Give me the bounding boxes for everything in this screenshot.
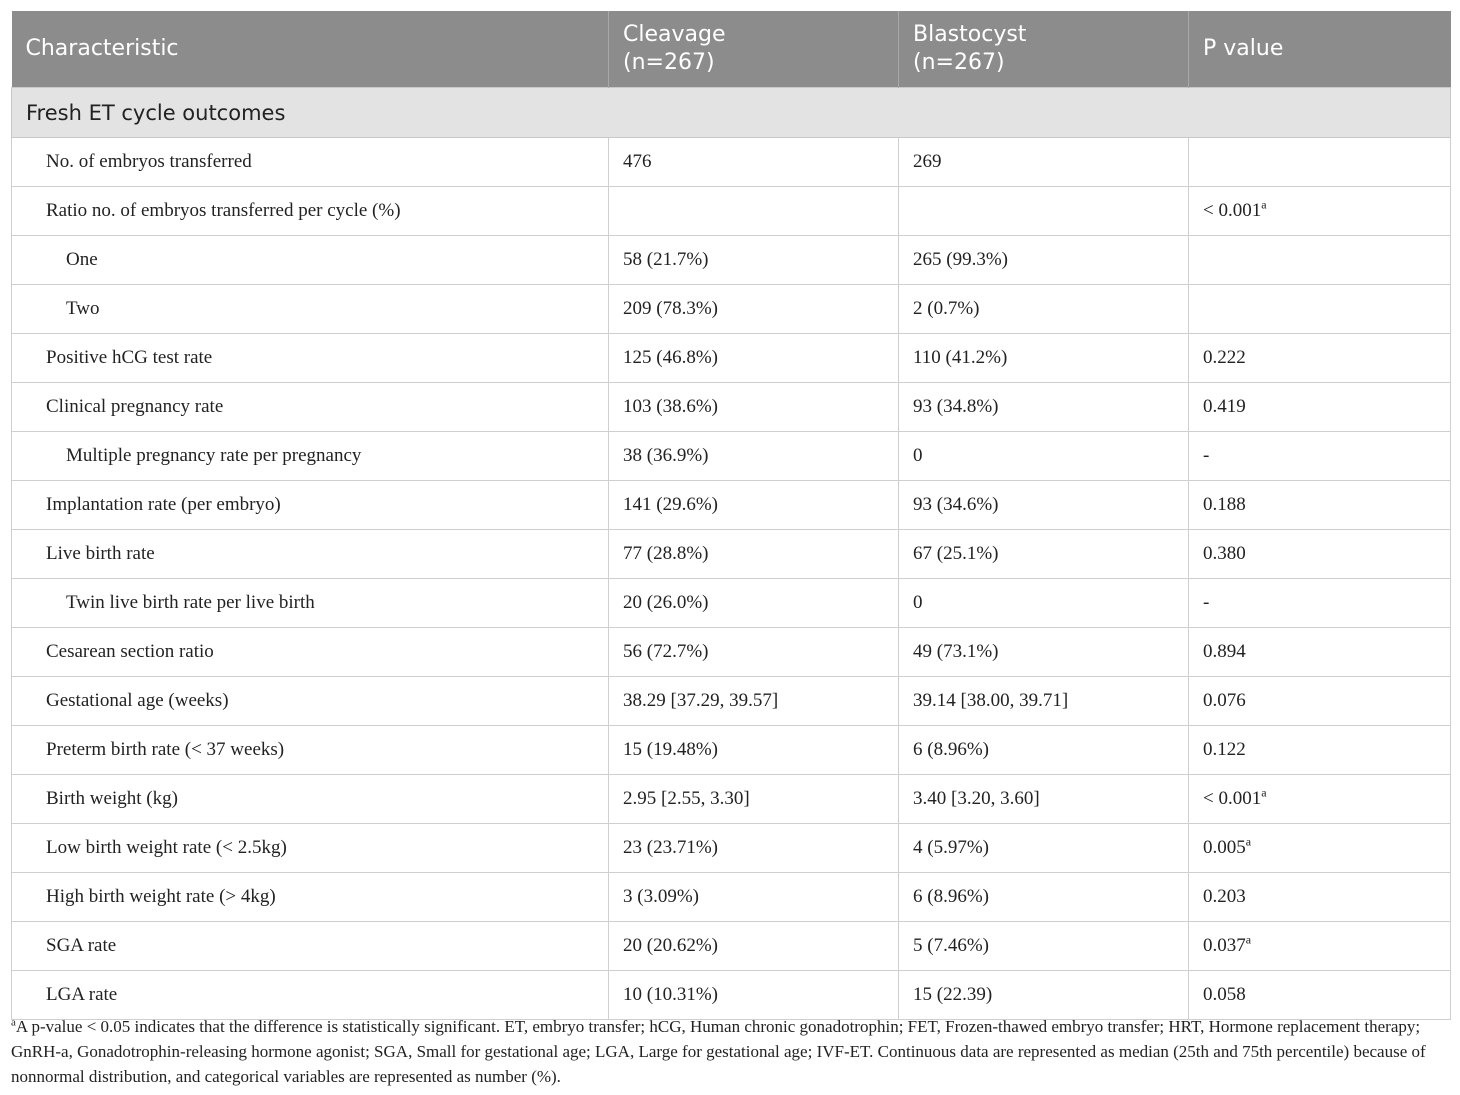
p-value: -: [1189, 432, 1451, 481]
p-value: 0.203: [1189, 873, 1451, 922]
cleavage-value: 476: [609, 138, 899, 187]
table-row: [12, 726, 1451, 775]
row-label: Clinical pregnancy rate: [12, 383, 609, 432]
row-label: Ratio no. of embryos transferred per cycle (%): [12, 187, 609, 236]
p-value: < 0.001$^a$: [1189, 187, 1451, 236]
p-value: 0.894: [1189, 628, 1451, 677]
cleavage-value: 209 (78.3%): [609, 285, 899, 334]
table-footnote: [11, 1014, 1451, 1089]
outcomes-table: [11, 11, 1451, 1020]
table-row: [12, 138, 1451, 187]
p-value: [1189, 236, 1451, 285]
p-value: 0.188: [1189, 481, 1451, 530]
blastocyst-value: 39.14 [38.00, 39.71]: [899, 677, 1189, 726]
p-value: 0.419: [1189, 383, 1451, 432]
p-value: [1189, 138, 1451, 187]
blastocyst-value: 67 (25.1%): [899, 530, 1189, 579]
blastocyst-value: 6 (8.96%): [899, 726, 1189, 775]
blastocyst-value: 3.40 [3.20, 3.60]: [899, 775, 1189, 824]
row-label: Implantation rate (per embryo): [12, 481, 609, 530]
cleavage-value: 20 (26.0%): [609, 579, 899, 628]
p-value: 0.058: [1189, 971, 1451, 1020]
p-value: 0.076: [1189, 677, 1451, 726]
cleavage-value: 3 (3.09%): [609, 873, 899, 922]
cleavage-value: 103 (38.6%): [609, 383, 899, 432]
row-label: Positive hCG test rate: [12, 334, 609, 383]
row-label: Twin live birth rate per live birth: [12, 579, 609, 628]
cleavage-value: 125 (46.8%): [609, 334, 899, 383]
blastocyst-value: 110 (41.2%): [899, 334, 1189, 383]
row-label: High birth weight rate (> 4kg): [12, 873, 609, 922]
p-value: 0.037$^a$: [1189, 922, 1451, 971]
p-value: 0.005$^a$: [1189, 824, 1451, 873]
table-row: [12, 187, 1451, 236]
header-characteristic: Characteristic: [12, 11, 609, 88]
header-blastocyst: Blastocyst (n=267): [899, 11, 1189, 88]
p-value: 0.222: [1189, 334, 1451, 383]
cleavage-value: 77 (28.8%): [609, 530, 899, 579]
table-row: [12, 775, 1451, 824]
blastocyst-value: 4 (5.97%): [899, 824, 1189, 873]
table-row: [12, 432, 1451, 481]
blastocyst-value: 49 (73.1%): [899, 628, 1189, 677]
row-label: SGA rate: [12, 922, 609, 971]
header-p-value: P value: [1189, 11, 1451, 88]
blastocyst-value: 0: [899, 432, 1189, 481]
footnote-marker: a: [11, 1016, 16, 1029]
blastocyst-value: 93 (34.8%): [899, 383, 1189, 432]
blastocyst-value: 269: [899, 138, 1189, 187]
table-header-row: [12, 11, 1451, 88]
row-label: Multiple pregnancy rate per pregnancy: [12, 432, 609, 481]
cleavage-value: 141 (29.6%): [609, 481, 899, 530]
row-label: One: [12, 236, 609, 285]
cleavage-value: 15 (19.48%): [609, 726, 899, 775]
table-row: [12, 285, 1451, 334]
p-value: [1189, 285, 1451, 334]
row-label: Low birth weight rate (< 2.5kg): [12, 824, 609, 873]
blastocyst-value: 15 (22.39): [899, 971, 1189, 1020]
p-value: 0.380: [1189, 530, 1451, 579]
table-row: [12, 334, 1451, 383]
p-value: < 0.001$^a$: [1189, 775, 1451, 824]
blastocyst-value: 6 (8.96%): [899, 873, 1189, 922]
cleavage-value: 38.29 [37.29, 39.57]: [609, 677, 899, 726]
p-value: -: [1189, 579, 1451, 628]
cleavage-value: 56 (72.7%): [609, 628, 899, 677]
table-row: [12, 481, 1451, 530]
row-label: Gestational age (weeks): [12, 677, 609, 726]
results-table-container: [11, 11, 1450, 1020]
blastocyst-value: [899, 187, 1189, 236]
table-row: [12, 677, 1451, 726]
row-label: Cesarean section ratio: [12, 628, 609, 677]
table-row: [12, 383, 1451, 432]
row-label: Two: [12, 285, 609, 334]
row-label: LGA rate: [12, 971, 609, 1020]
header-cleavage: Cleavage (n=267): [609, 11, 899, 88]
row-label: Live birth rate: [12, 530, 609, 579]
row-label: No. of embryos transferred: [12, 138, 609, 187]
cleavage-value: 20 (20.62%): [609, 922, 899, 971]
p-value: 0.122: [1189, 726, 1451, 775]
footnote-text: A p-value < 0.05 indicates that the difference is statistically significant. ET, embryo transfer; hCG, Human chronic gonadotrophin; FET, Frozen-thawed embryo transfer; HRT, Hormone replacement therapy; GnRH-a, Gonadotrophin-releasing hormone agonist; SGA, Small for gestational age; LGA, Large for gestational age; IVF-ET. Continuous data are represented as median (25th and 75th percentile) because of nonnormal distribution, and categorical variables are represented as number (%).: [11, 1017, 1426, 1086]
table-row: [12, 236, 1451, 285]
section-row: [12, 88, 1451, 138]
cleavage-value: 10 (10.31%): [609, 971, 899, 1020]
blastocyst-value: 0: [899, 579, 1189, 628]
blastocyst-value: 265 (99.3%): [899, 236, 1189, 285]
table-row: [12, 530, 1451, 579]
cleavage-value: 2.95 [2.55, 3.30]: [609, 775, 899, 824]
blastocyst-value: 2 (0.7%): [899, 285, 1189, 334]
blastocyst-value: 93 (34.6%): [899, 481, 1189, 530]
cleavage-value: 58 (21.7%): [609, 236, 899, 285]
table-row: [12, 579, 1451, 628]
table-row: [12, 922, 1451, 971]
cleavage-value: [609, 187, 899, 236]
table-row: [12, 873, 1451, 922]
section-title: Fresh ET cycle outcomes: [12, 88, 1451, 138]
blastocyst-value: 5 (7.46%): [899, 922, 1189, 971]
table-row: [12, 824, 1451, 873]
cleavage-value: 23 (23.71%): [609, 824, 899, 873]
table-row: [12, 971, 1451, 1020]
row-label: Preterm birth rate (< 37 weeks): [12, 726, 609, 775]
table-row: [12, 628, 1451, 677]
row-label: Birth weight (kg): [12, 775, 609, 824]
cleavage-value: 38 (36.9%): [609, 432, 899, 481]
